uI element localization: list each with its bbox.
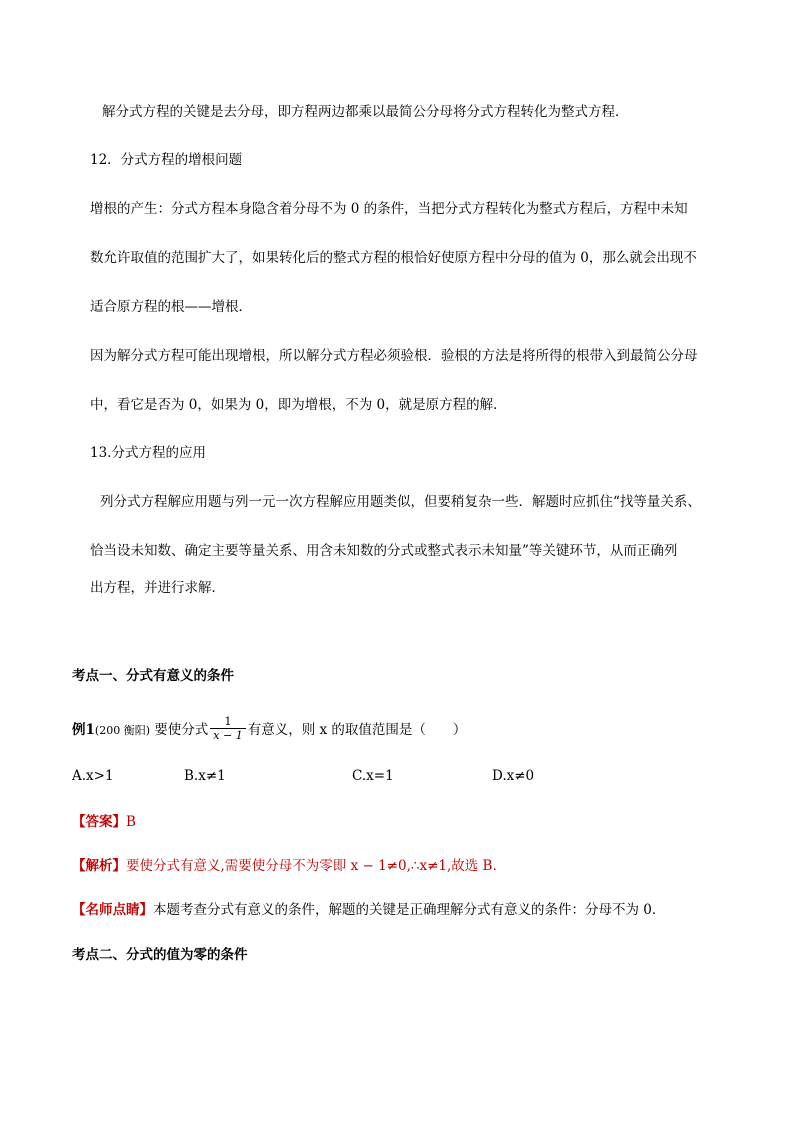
- para-12-line-4: 因为解分式方程可能出现增根，所以解分式方程必须验根．验根的方法是将所得的根带入到最简公分母: [90, 348, 698, 364]
- analysis-tag: 【解析】: [72, 858, 126, 874]
- option-a: A.x>1: [72, 768, 114, 784]
- option-b: B.x≠1: [184, 768, 226, 784]
- kaodian-1-heading: 考点一、分式有意义的条件: [72, 668, 234, 684]
- fraction: [210, 715, 245, 742]
- fraction-numerator: 1: [224, 715, 232, 728]
- answer-tag: 【答案】: [72, 814, 126, 830]
- example-text-a: 要使分式: [154, 722, 209, 738]
- tip-tag: 【名师点睛】: [72, 902, 153, 918]
- para-12-line-5: 中，看它是否为 0，如果为 0，即为增根，不为 0，就是原方程的解．: [90, 397, 507, 413]
- fraction-denominator: x − 1: [213, 729, 243, 742]
- kaodian-2-heading: 考点二、分式的值为零的条件: [72, 947, 248, 963]
- example-source: (200 衡阳): [94, 724, 150, 737]
- tip-line: [72, 900, 665, 920]
- example-label: 例1: [72, 722, 95, 738]
- para-12-line-2: 数允许取值的范围扩大了，如果转化后的整式方程的根恰好使原方程中分母的值为 0，那么就会出现不: [90, 250, 697, 266]
- example-1: [72, 717, 466, 744]
- example-text-b: 有意义，则 x 的取值范围是（ ）: [247, 722, 467, 738]
- para-key-step: 解分式方程的关键是去分母，即方程两边都乘以最简公分母将分式方程转化为整式方程．: [102, 104, 629, 120]
- heading-13: 13.分式方程的应用: [90, 445, 206, 461]
- answer-line: [72, 812, 136, 832]
- answer-value: B: [126, 814, 136, 830]
- analysis-line: [72, 856, 497, 876]
- option-c: C.x=1: [352, 768, 394, 784]
- para-12-line-1: 增根的产生：分式方程本身隐含着分母不为 0 的条件，当把分式方程转化为整式方程后，方程中未知: [90, 201, 688, 217]
- para-13-line-3: 出方程，并进行求解．: [90, 580, 225, 596]
- heading-12: 12．分式方程的增根问题: [90, 152, 243, 168]
- tip-text: 本题考查分式有意义的条件，解题的关键是正确理解分式有意义的条件：分母不为 0．: [153, 902, 666, 918]
- para-13-line-1: 列分式方程解应用题与列一元一次方程解应用题类似，但要稍复杂一些．解题时应抓住“找等量关系、: [100, 494, 701, 510]
- para-13-line-2: 恰当设未知数、确定主要等量关系、用含未知数的分式或整式表示未知量”等关键环节，从而正确列: [90, 543, 678, 559]
- option-d: D.x≠0: [492, 768, 535, 784]
- analysis-text: 要使分式有意义,需要使分母不为零即 x − 1≠0,∴x≠1,故选 B.: [126, 858, 497, 874]
- para-12-line-3: 适合原方程的根——增根．: [90, 299, 252, 315]
